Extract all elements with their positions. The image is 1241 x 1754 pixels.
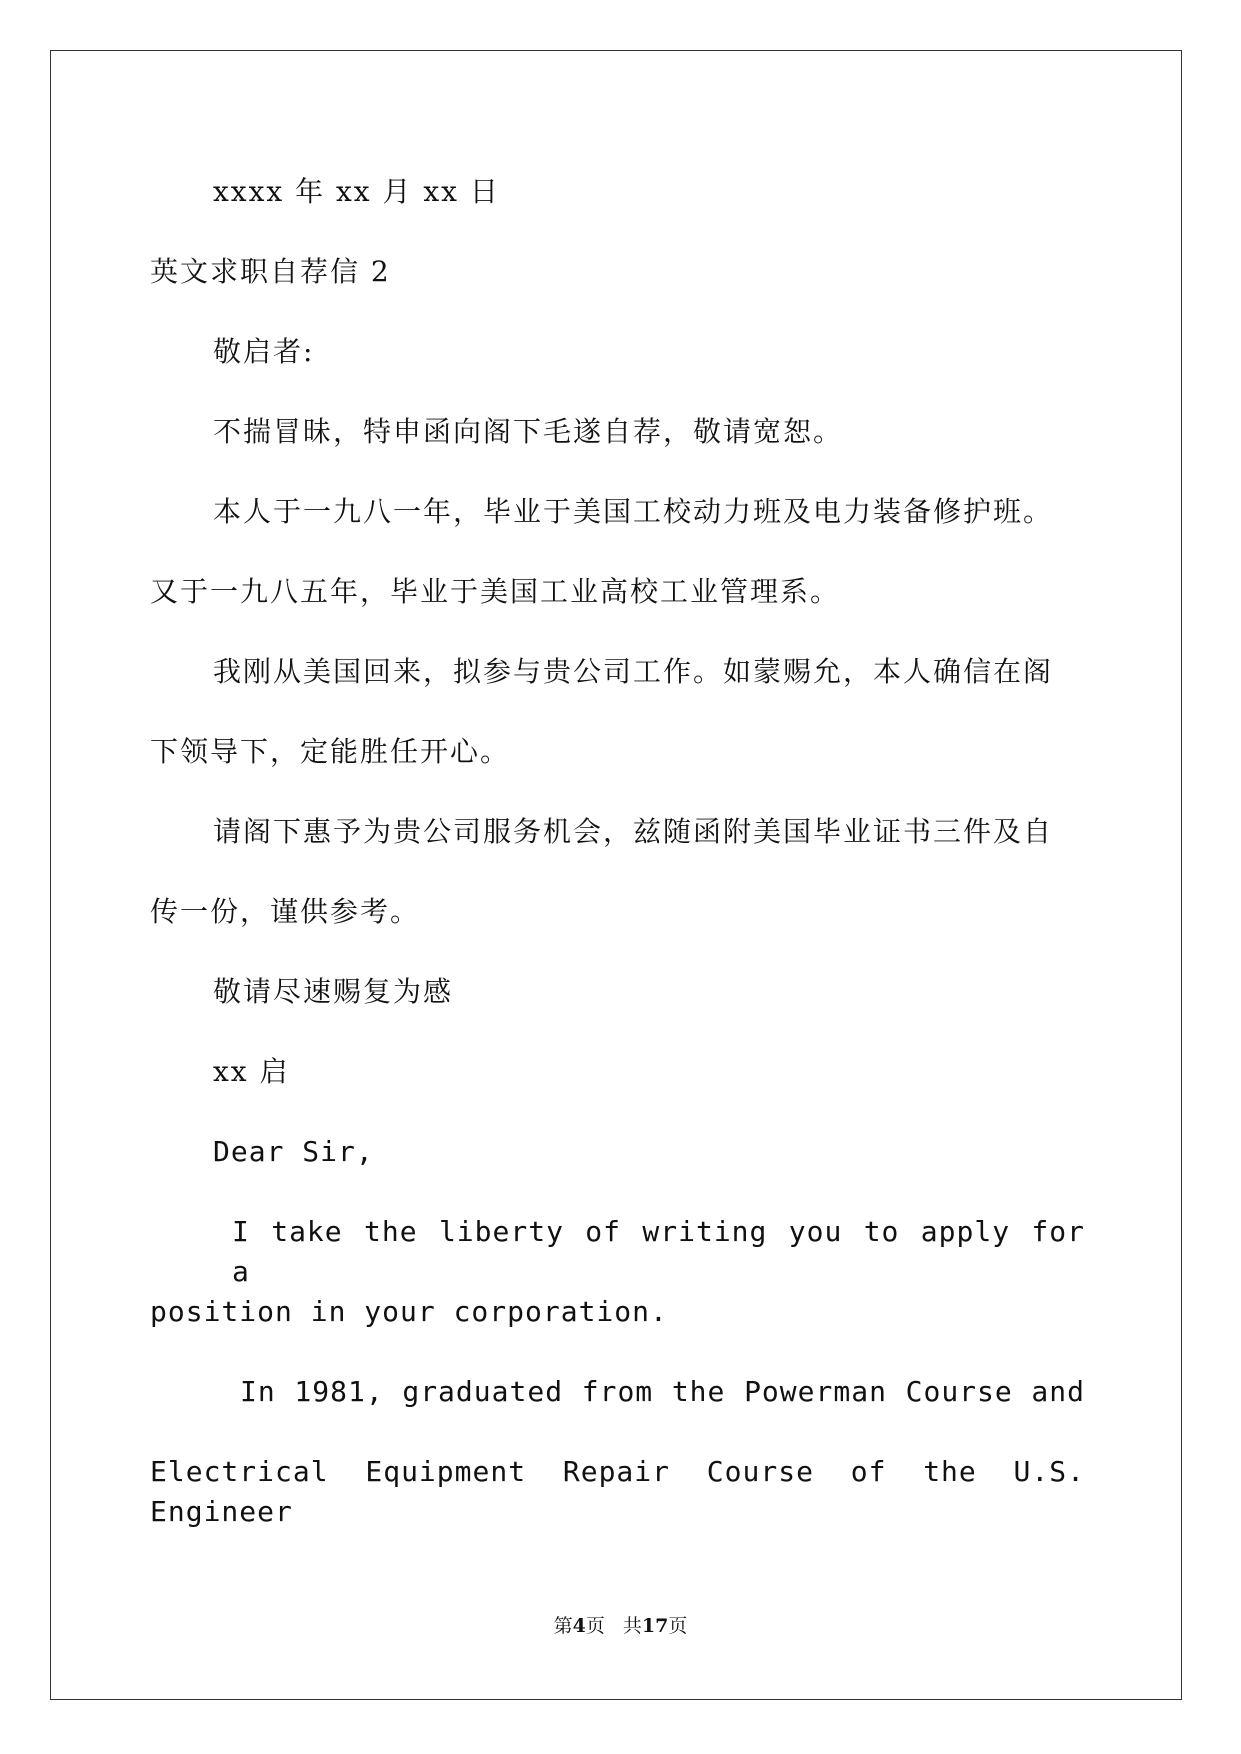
english-paragraph-2-line-2: Electrical Equipment Repair Course of the U.S. Engineer: [150, 1455, 1085, 1528]
total-suffix: 页: [668, 1615, 688, 1637]
english-paragraph-1-line-1: I take the liberty of writing you to apply for a: [232, 1215, 1085, 1288]
paragraph-2-line-1: 本人于一九八一年，毕业于美国工校动力班及电力装备修护班。: [213, 495, 1054, 528]
page-number: 4: [572, 1615, 586, 1637]
english-greeting: Dear Sir,: [213, 1135, 374, 1168]
english-paragraph-2-line-1: In 1981, graduated from the Powerman Course and: [240, 1375, 1085, 1408]
signature: xx 启: [213, 1055, 290, 1088]
closing-line: 敬请尽速赐复为感: [213, 975, 454, 1008]
paragraph-3-line-2: 下领导下，定能胜任开心。: [150, 735, 511, 768]
english-paragraph-1-line-2: position in your corporation.: [150, 1295, 668, 1328]
total-prefix: 共: [622, 1615, 642, 1637]
paragraph-1: 不揣冒昧，特申函向阁下毛遂自荐，敬请宽恕。: [213, 415, 844, 448]
paragraph-2-line-2: 又于一九八五年，毕业于美国工业高校工业管理系。: [150, 575, 841, 608]
paragraph-4-line-1: 请阁下惠予为贵公司服务机会，兹随函附美国毕业证书三件及自: [213, 815, 1054, 848]
page-footer: [0, 1612, 1241, 1640]
page-prefix: 第: [553, 1615, 573, 1637]
date-line: xxxx 年 xx 月 xx 日: [213, 175, 500, 208]
total-pages: 17: [641, 1615, 669, 1637]
section-title: 英文求职自荐信 2: [150, 255, 391, 288]
greeting: 敬启者:: [213, 335, 315, 368]
paragraph-3-line-1: 我刚从美国回来，拟参与贵公司工作。如蒙赐允，本人确信在阁: [213, 655, 1054, 688]
paragraph-4-line-2: 传一份，谨供参考。: [150, 895, 421, 928]
page-suffix: 页: [585, 1615, 605, 1637]
